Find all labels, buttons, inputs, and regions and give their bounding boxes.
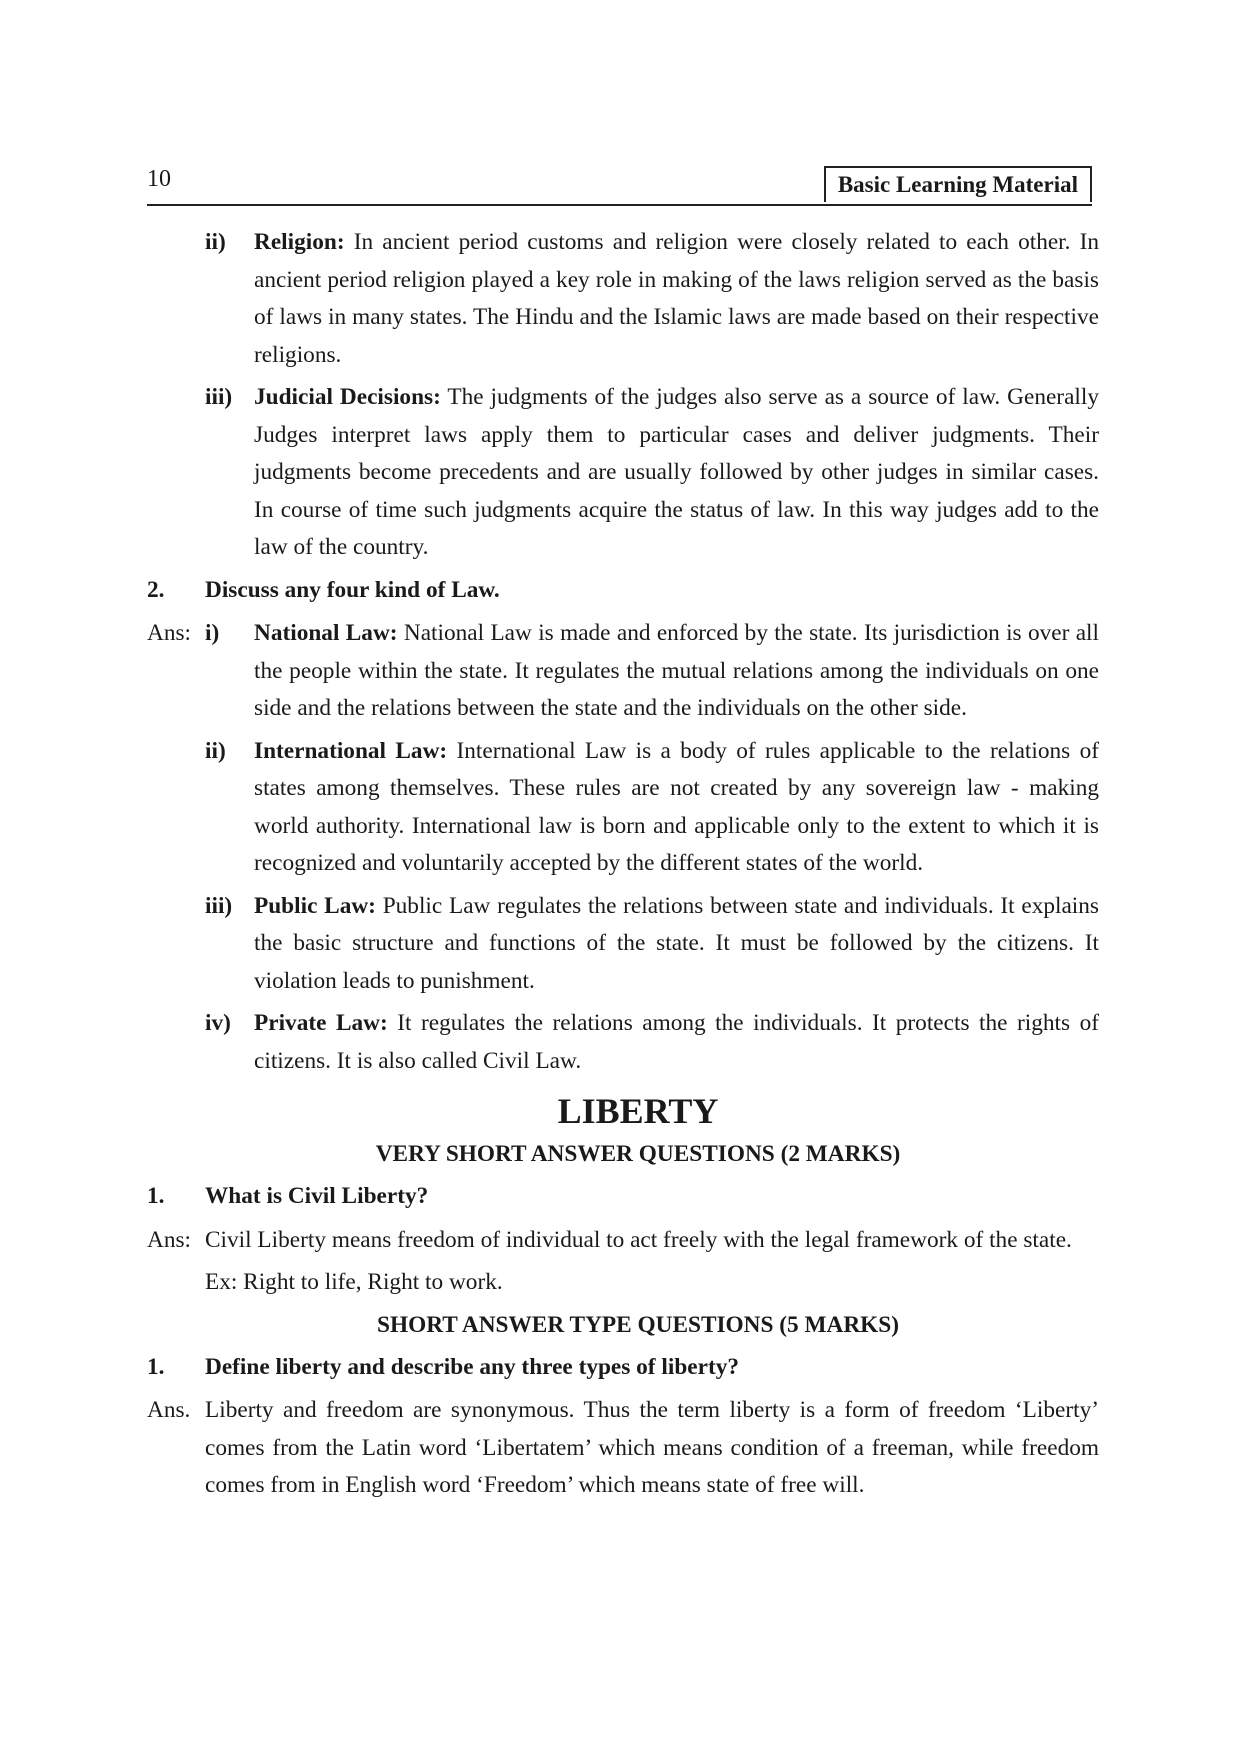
subsection-heading: VERY SHORT ANSWER QUESTIONS (2 MARKS) bbox=[375, 1141, 901, 1167]
answer-paragraph bbox=[147, 1392, 1099, 1505]
item-marker: iv) bbox=[205, 1010, 231, 1036]
page-number: 10 bbox=[147, 166, 171, 192]
page-content bbox=[147, 224, 1099, 1510]
question-text: What is Civil Liberty? bbox=[205, 1183, 429, 1209]
answer-example bbox=[147, 1264, 1099, 1302]
answer-label: Ans. bbox=[147, 1397, 191, 1423]
item-term: Judicial Decisions: bbox=[254, 384, 441, 410]
item-term: Public Law: bbox=[254, 892, 376, 919]
question-number: 1. bbox=[147, 1353, 165, 1380]
subsection-heading: SHORT ANSWER TYPE QUESTIONS (5 MARKS) bbox=[377, 1311, 899, 1338]
list-item bbox=[147, 888, 1099, 1001]
item-text: It regulates the relations among the individuals. It protects the rights of citizens. It is also called Civil Law. bbox=[254, 1010, 1099, 1074]
list-item bbox=[147, 615, 1099, 728]
answer-text: Liberty and freedom are synonymous. Thus the term liberty is a form of freedom ‘Liberty’ comes from the Latin word ‘Libertatem’ which means condition of a freeman, while freedom comes from in English word ‘Freedom’ which means state of free will. bbox=[205, 1397, 1099, 1498]
answer-label: Ans: bbox=[147, 1226, 192, 1253]
question bbox=[147, 1349, 1099, 1387]
item-text: The judgments of the judges also serve as a source of law. Generally Judges interpret laws apply them to particular cases and deliver judgments. Their judgments become precedents and are usually followed by other judges in similar cases. In course of time such judgments acquire the status of law. In this way judges add to the law of the country. bbox=[254, 384, 1099, 560]
item-text: International Law is a body of rules applicable to the relations of states among themselves. These rules are not created by any sovereign law - making world authority. International law is born and applicable only to the extent to which it is recognized and voluntarily accepted by the different states of the world. bbox=[254, 737, 1099, 876]
question-text: Discuss any four kind of Law. bbox=[205, 576, 500, 603]
page-header bbox=[147, 162, 1092, 206]
item-marker: ii) bbox=[205, 737, 226, 764]
answer-label: Ans: bbox=[147, 620, 192, 646]
item-text: Public Law regulates the relations between state and individuals. It explains the basic structure and functions of the state. It must be followed by the citizens. It violation leads to punishment. bbox=[254, 892, 1099, 994]
item-term: National Law: bbox=[254, 620, 398, 646]
item-term: Private Law: bbox=[254, 1010, 388, 1036]
item-term: Religion: bbox=[254, 229, 345, 255]
answer-paragraph bbox=[147, 1222, 1099, 1260]
list-item bbox=[147, 379, 1099, 567]
item-text: In ancient period customs and religion were closely related to each other. In ancient period religion played a key role in making of the laws religion served as the basis of laws in many states. The Hindu and the Islamic laws are made based on their respective religions. bbox=[254, 229, 1099, 368]
question bbox=[147, 572, 1099, 610]
item-marker: ii) bbox=[205, 229, 226, 255]
item-marker: iii) bbox=[205, 384, 233, 410]
answer-text: Civil Liberty means freedom of individual to act freely with the legal framework of the state. bbox=[205, 1226, 1072, 1253]
item-term: International Law: bbox=[254, 737, 448, 764]
item-marker: i) bbox=[205, 620, 220, 646]
question-number: 2. bbox=[147, 576, 165, 603]
question bbox=[147, 1178, 1099, 1216]
example-text: Ex: Right to life, Right to work. bbox=[205, 1269, 503, 1295]
item-marker: iii) bbox=[205, 892, 233, 919]
question-text: Define liberty and describe any three types of liberty? bbox=[205, 1353, 740, 1380]
list-item bbox=[147, 733, 1099, 883]
question-number: 1. bbox=[147, 1183, 165, 1209]
list-item bbox=[147, 224, 1099, 374]
item-text: National Law is made and enforced by the state. Its jurisdiction is over all the people within the state. It regulates the mutual relations among the individuals on one side and the relations between the state and the individuals on the other side. bbox=[254, 620, 1099, 721]
list-item bbox=[147, 1005, 1099, 1080]
header-title: Basic Learning Material bbox=[824, 166, 1092, 202]
section-title: LIBERTY bbox=[557, 1091, 719, 1131]
